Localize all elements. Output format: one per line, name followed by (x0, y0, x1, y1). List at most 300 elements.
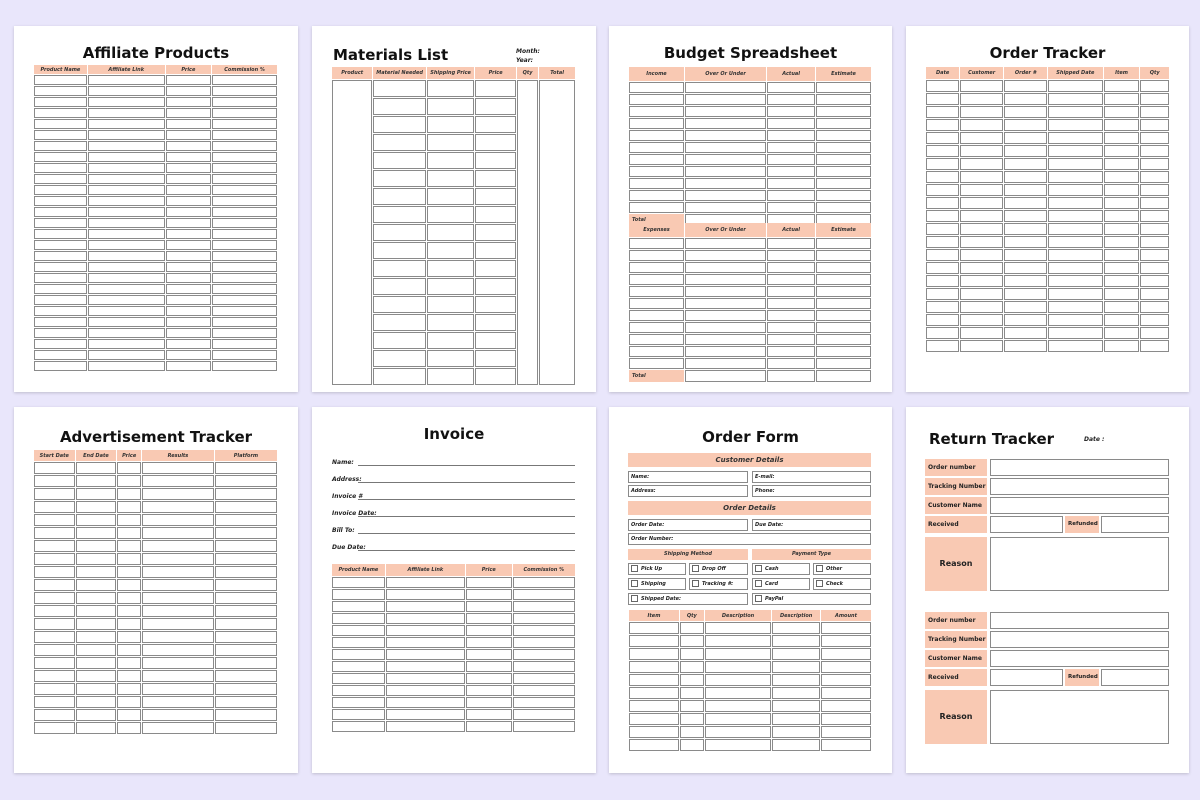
invoice-field-line[interactable] (358, 465, 575, 466)
table-cell[interactable] (34, 696, 75, 708)
table-cell[interactable] (767, 130, 815, 141)
table-cell[interactable] (34, 295, 87, 305)
table-cell[interactable] (212, 240, 277, 250)
table-cell[interactable] (76, 592, 117, 604)
table-cell[interactable] (76, 475, 117, 487)
table-cell[interactable] (34, 657, 75, 669)
table-cell[interactable] (1048, 249, 1103, 261)
table-cell[interactable] (166, 174, 212, 184)
table-cell[interactable] (427, 224, 475, 241)
table-cell[interactable] (629, 661, 679, 673)
table-cell[interactable] (1004, 184, 1047, 196)
table-cell[interactable] (513, 577, 575, 588)
table-cell[interactable] (34, 350, 87, 360)
table-cell[interactable] (767, 142, 815, 153)
table-cell[interactable] (816, 274, 871, 285)
table-cell[interactable] (212, 119, 277, 129)
product-cell[interactable] (332, 80, 372, 385)
table-cell[interactable] (816, 190, 871, 201)
table-cell[interactable] (88, 130, 165, 140)
table-cell[interactable] (705, 622, 772, 634)
table-cell[interactable] (166, 218, 212, 228)
table-cell[interactable] (427, 206, 475, 223)
check-option[interactable]: Check (813, 578, 871, 590)
table-cell[interactable] (117, 709, 141, 721)
table-cell[interactable] (629, 687, 679, 699)
table-cell[interactable] (142, 631, 214, 643)
table-cell[interactable] (212, 306, 277, 316)
table-cell[interactable] (166, 273, 212, 283)
table-cell[interactable] (680, 648, 704, 660)
table-cell[interactable] (1048, 327, 1103, 339)
table-cell[interactable] (1104, 171, 1140, 183)
table-cell[interactable] (142, 514, 214, 526)
table-cell[interactable] (926, 145, 959, 157)
table-cell[interactable] (117, 644, 141, 656)
table-cell[interactable] (821, 648, 871, 660)
table-cell[interactable] (34, 163, 87, 173)
table-cell[interactable] (926, 262, 959, 274)
table-cell[interactable] (373, 152, 425, 169)
table-cell[interactable] (772, 635, 820, 647)
table-cell[interactable] (34, 317, 87, 327)
table-cell[interactable] (629, 726, 679, 738)
table-cell[interactable] (427, 350, 475, 367)
table-cell[interactable] (816, 298, 871, 309)
table-cell[interactable] (215, 553, 277, 565)
customer-name-field[interactable] (990, 497, 1169, 514)
table-cell[interactable] (373, 224, 425, 241)
table-cell[interactable] (960, 80, 1003, 92)
table-cell[interactable] (142, 644, 214, 656)
table-cell[interactable] (466, 685, 512, 696)
table-cell[interactable] (960, 132, 1003, 144)
table-cell[interactable] (212, 108, 277, 118)
table-cell[interactable] (215, 462, 277, 474)
table-cell[interactable] (212, 262, 277, 272)
table-cell[interactable] (1140, 119, 1169, 131)
table-cell[interactable] (427, 332, 475, 349)
table-cell[interactable] (767, 262, 815, 273)
table-cell[interactable] (466, 625, 512, 636)
table-cell[interactable] (1004, 249, 1047, 261)
table-cell[interactable] (767, 346, 815, 357)
checkbox-icon[interactable] (692, 580, 699, 587)
table-cell[interactable] (76, 501, 117, 513)
table-cell[interactable] (926, 249, 959, 261)
table-cell[interactable] (1048, 145, 1103, 157)
table-cell[interactable] (166, 163, 212, 173)
table-cell[interactable] (215, 540, 277, 552)
table-cell[interactable] (685, 250, 766, 261)
table-cell[interactable] (1140, 158, 1169, 170)
table-cell[interactable] (427, 314, 475, 331)
table-cell[interactable] (1104, 223, 1140, 235)
table-cell[interactable] (1140, 145, 1169, 157)
table-cell[interactable] (1004, 275, 1047, 287)
table-cell[interactable] (767, 358, 815, 369)
table-cell[interactable] (1140, 210, 1169, 222)
table-cell[interactable] (386, 661, 465, 672)
table-cell[interactable] (142, 540, 214, 552)
table-cell[interactable] (212, 163, 277, 173)
table-cell[interactable] (475, 314, 515, 331)
table-cell[interactable] (142, 683, 214, 695)
table-cell[interactable] (1140, 288, 1169, 300)
table-cell[interactable] (629, 166, 684, 177)
cash-option[interactable]: Cash (752, 563, 810, 575)
table-cell[interactable] (142, 527, 214, 539)
table-cell[interactable] (117, 566, 141, 578)
table-cell[interactable] (466, 637, 512, 648)
table-cell[interactable] (1004, 80, 1047, 92)
table-cell[interactable] (34, 207, 87, 217)
table-cell[interactable] (705, 648, 772, 660)
table-cell[interactable] (332, 709, 385, 720)
qty-cell[interactable] (517, 80, 538, 385)
table-cell[interactable] (215, 722, 277, 734)
table-cell[interactable] (680, 726, 704, 738)
table-cell[interactable] (76, 657, 117, 669)
table-cell[interactable] (1004, 132, 1047, 144)
table-cell[interactable] (88, 240, 165, 250)
table-cell[interactable] (680, 713, 704, 725)
table-cell[interactable] (427, 80, 475, 97)
table-cell[interactable] (166, 262, 212, 272)
table-cell[interactable] (1140, 327, 1169, 339)
table-cell[interactable] (34, 108, 87, 118)
table-cell[interactable] (926, 236, 959, 248)
table-cell[interactable] (332, 673, 385, 684)
table-cell[interactable] (373, 242, 425, 259)
table-cell[interactable] (117, 696, 141, 708)
table-cell[interactable] (629, 250, 684, 261)
table-cell[interactable] (215, 488, 277, 500)
table-cell[interactable] (1004, 171, 1047, 183)
invoice-field-line[interactable] (358, 533, 575, 534)
table-cell[interactable] (767, 154, 815, 165)
table-cell[interactable] (629, 648, 679, 660)
table-cell[interactable] (34, 218, 87, 228)
table-cell[interactable] (215, 709, 277, 721)
table-cell[interactable] (1004, 210, 1047, 222)
table-cell[interactable] (1104, 301, 1140, 313)
table-cell[interactable] (816, 178, 871, 189)
table-cell[interactable] (88, 174, 165, 184)
table-cell[interactable] (629, 713, 679, 725)
table-cell[interactable] (166, 141, 212, 151)
table-cell[interactable] (1048, 236, 1103, 248)
table-cell[interactable] (821, 739, 871, 751)
table-cell[interactable] (926, 288, 959, 300)
table-cell[interactable] (386, 673, 465, 684)
table-cell[interactable] (926, 106, 959, 118)
table-cell[interactable] (926, 93, 959, 105)
table-cell[interactable] (1104, 288, 1140, 300)
table-cell[interactable] (816, 346, 871, 357)
table-cell[interactable] (88, 295, 165, 305)
table-cell[interactable] (816, 94, 871, 105)
table-cell[interactable] (685, 154, 766, 165)
table-cell[interactable] (34, 185, 87, 195)
table-cell[interactable] (1104, 93, 1140, 105)
table-cell[interactable] (1140, 106, 1169, 118)
table-cell[interactable] (142, 462, 214, 474)
table-cell[interactable] (629, 674, 679, 686)
table-cell[interactable] (88, 163, 165, 173)
table-cell[interactable] (34, 670, 75, 682)
table-cell[interactable] (629, 310, 684, 321)
table-cell[interactable] (1140, 171, 1169, 183)
customer-name-field[interactable] (990, 650, 1169, 667)
tracking-option[interactable]: Tracking #: (689, 578, 748, 590)
table-cell[interactable] (34, 566, 75, 578)
email-field[interactable]: E-mail: (752, 471, 871, 483)
table-cell[interactable] (629, 202, 684, 213)
table-cell[interactable] (960, 171, 1003, 183)
table-cell[interactable] (142, 579, 214, 591)
table-cell[interactable] (1048, 197, 1103, 209)
table-cell[interactable] (117, 475, 141, 487)
table-cell[interactable] (34, 306, 87, 316)
table-cell[interactable] (767, 310, 815, 321)
table-cell[interactable] (373, 368, 425, 385)
table-cell[interactable] (386, 721, 465, 732)
table-cell[interactable] (88, 75, 165, 85)
table-cell[interactable] (1140, 301, 1169, 313)
table-cell[interactable] (629, 635, 679, 647)
table-cell[interactable] (466, 613, 512, 624)
table-cell[interactable] (1140, 197, 1169, 209)
table-cell[interactable] (926, 184, 959, 196)
table-cell[interactable] (386, 649, 465, 660)
table-cell[interactable] (1104, 236, 1140, 248)
table-cell[interactable] (926, 197, 959, 209)
table-cell[interactable] (685, 286, 766, 297)
table-cell[interactable] (513, 637, 575, 648)
table-cell[interactable] (1140, 223, 1169, 235)
table-cell[interactable] (76, 566, 117, 578)
table-cell[interactable] (1004, 314, 1047, 326)
table-cell[interactable] (34, 141, 87, 151)
table-cell[interactable] (816, 334, 871, 345)
table-cell[interactable] (427, 188, 475, 205)
table-cell[interactable] (767, 274, 815, 285)
table-cell[interactable] (142, 709, 214, 721)
table-cell[interactable] (332, 685, 385, 696)
table-cell[interactable] (34, 592, 75, 604)
table-cell[interactable] (373, 260, 425, 277)
table-cell[interactable] (142, 475, 214, 487)
table-cell[interactable] (34, 527, 75, 539)
table-cell[interactable] (76, 527, 117, 539)
table-cell[interactable] (332, 697, 385, 708)
table-cell[interactable] (475, 278, 515, 295)
table-cell[interactable] (1104, 210, 1140, 222)
table-cell[interactable] (427, 98, 475, 115)
table-cell[interactable] (117, 722, 141, 734)
table-cell[interactable] (34, 709, 75, 721)
table-cell[interactable] (475, 368, 515, 385)
table-cell[interactable] (373, 206, 425, 223)
checkbox-icon[interactable] (631, 580, 638, 587)
table-cell[interactable] (960, 93, 1003, 105)
table-cell[interactable] (212, 97, 277, 107)
total-cell[interactable] (539, 80, 575, 385)
table-cell[interactable] (629, 82, 684, 93)
table-cell[interactable] (427, 260, 475, 277)
table-cell[interactable] (629, 142, 684, 153)
table-cell[interactable] (475, 206, 515, 223)
table-cell[interactable] (821, 635, 871, 647)
table-cell[interactable] (88, 262, 165, 272)
table-cell[interactable] (685, 130, 766, 141)
table-cell[interactable] (685, 190, 766, 201)
table-cell[interactable] (821, 726, 871, 738)
table-cell[interactable] (166, 306, 212, 316)
table-cell[interactable] (76, 553, 117, 565)
table-cell[interactable] (88, 350, 165, 360)
table-cell[interactable] (88, 207, 165, 217)
refunded-field[interactable] (1101, 669, 1169, 686)
table-cell[interactable] (960, 119, 1003, 131)
table-cell[interactable] (166, 317, 212, 327)
table-cell[interactable] (513, 721, 575, 732)
table-cell[interactable] (475, 116, 515, 133)
table-cell[interactable] (142, 618, 214, 630)
table-cell[interactable] (685, 322, 766, 333)
table-cell[interactable] (1048, 184, 1103, 196)
checkbox-icon[interactable] (755, 595, 762, 602)
table-cell[interactable] (629, 622, 679, 634)
table-cell[interactable] (1048, 132, 1103, 144)
table-cell[interactable] (34, 86, 87, 96)
table-cell[interactable] (117, 462, 141, 474)
table-cell[interactable] (34, 284, 87, 294)
table-cell[interactable] (629, 178, 684, 189)
table-cell[interactable] (34, 618, 75, 630)
table-cell[interactable] (117, 605, 141, 617)
table-cell[interactable] (680, 687, 704, 699)
table-cell[interactable] (821, 622, 871, 634)
table-cell[interactable] (34, 130, 87, 140)
table-cell[interactable] (142, 488, 214, 500)
table-cell[interactable] (386, 625, 465, 636)
table-cell[interactable] (926, 301, 959, 313)
table-cell[interactable] (1104, 275, 1140, 287)
table-cell[interactable] (34, 152, 87, 162)
table-cell[interactable] (685, 142, 766, 153)
table-cell[interactable] (332, 721, 385, 732)
table-cell[interactable] (629, 358, 684, 369)
table-cell[interactable] (685, 238, 766, 249)
table-cell[interactable] (373, 296, 425, 313)
table-cell[interactable] (1104, 132, 1140, 144)
table-cell[interactable] (816, 310, 871, 321)
table-cell[interactable] (88, 185, 165, 195)
table-cell[interactable] (34, 722, 75, 734)
table-cell[interactable] (513, 661, 575, 672)
table-cell[interactable] (1004, 236, 1047, 248)
table-cell[interactable] (685, 262, 766, 273)
table-cell[interactable] (816, 370, 871, 382)
table-cell[interactable] (680, 674, 704, 686)
table-cell[interactable] (816, 358, 871, 369)
tracking-number-field[interactable] (990, 478, 1169, 495)
table-cell[interactable] (212, 75, 277, 85)
table-cell[interactable] (76, 514, 117, 526)
shipped-date-option[interactable]: Shipped Date: (628, 593, 748, 605)
table-cell[interactable] (117, 488, 141, 500)
table-cell[interactable] (212, 218, 277, 228)
table-cell[interactable] (212, 196, 277, 206)
table-cell[interactable] (475, 170, 515, 187)
table-cell[interactable] (88, 306, 165, 316)
table-cell[interactable] (960, 197, 1003, 209)
table-cell[interactable] (772, 700, 820, 712)
table-cell[interactable] (34, 174, 87, 184)
table-cell[interactable] (76, 462, 117, 474)
table-cell[interactable] (685, 166, 766, 177)
reason-field[interactable] (990, 537, 1169, 591)
table-cell[interactable] (821, 700, 871, 712)
table-cell[interactable] (166, 284, 212, 294)
table-cell[interactable] (767, 82, 815, 93)
invoice-field-line[interactable] (358, 550, 575, 551)
table-cell[interactable] (166, 361, 212, 371)
order-date-field[interactable]: Order Date: (628, 519, 748, 531)
checkbox-icon[interactable] (755, 565, 762, 572)
reason-field[interactable] (990, 690, 1169, 744)
table-cell[interactable] (215, 631, 277, 643)
table-cell[interactable] (373, 80, 425, 97)
table-cell[interactable] (772, 739, 820, 751)
checkbox-icon[interactable] (692, 565, 699, 572)
table-cell[interactable] (88, 328, 165, 338)
table-cell[interactable] (767, 286, 815, 297)
table-cell[interactable] (1048, 93, 1103, 105)
table-cell[interactable] (926, 132, 959, 144)
table-cell[interactable] (926, 158, 959, 170)
table-cell[interactable] (767, 166, 815, 177)
table-cell[interactable] (685, 346, 766, 357)
table-cell[interactable] (34, 631, 75, 643)
table-cell[interactable] (680, 739, 704, 751)
table-cell[interactable] (34, 475, 75, 487)
table-cell[interactable] (767, 106, 815, 117)
table-cell[interactable] (629, 334, 684, 345)
table-cell[interactable] (332, 577, 385, 588)
table-cell[interactable] (332, 589, 385, 600)
table-cell[interactable] (1140, 249, 1169, 261)
table-cell[interactable] (767, 334, 815, 345)
table-cell[interactable] (1140, 340, 1169, 352)
table-cell[interactable] (960, 158, 1003, 170)
table-cell[interactable] (117, 540, 141, 552)
table-cell[interactable] (34, 97, 87, 107)
table-cell[interactable] (1048, 106, 1103, 118)
table-cell[interactable] (513, 697, 575, 708)
table-cell[interactable] (475, 296, 515, 313)
table-cell[interactable] (629, 298, 684, 309)
table-cell[interactable] (685, 298, 766, 309)
table-cell[interactable] (215, 657, 277, 669)
table-cell[interactable] (142, 566, 214, 578)
table-cell[interactable] (34, 579, 75, 591)
table-cell[interactable] (142, 605, 214, 617)
table-cell[interactable] (767, 202, 815, 213)
table-cell[interactable] (629, 130, 684, 141)
